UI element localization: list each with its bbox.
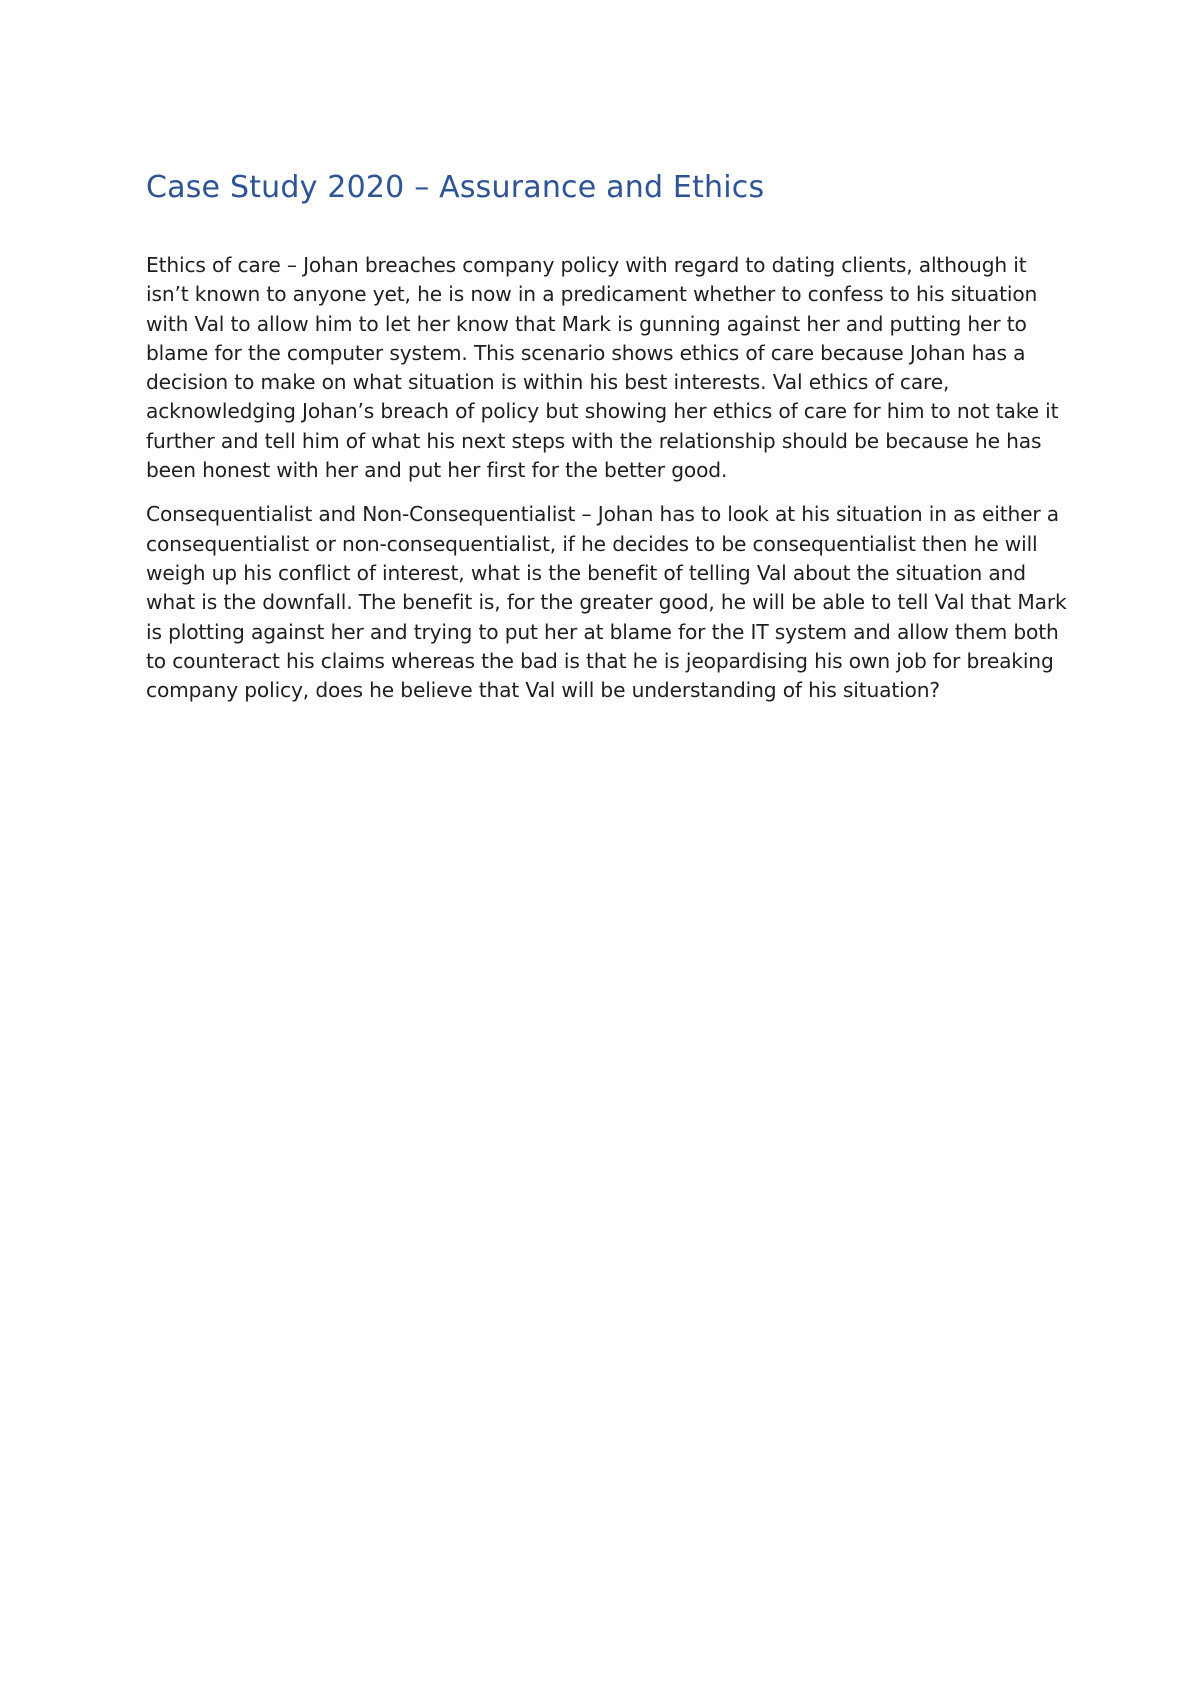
paragraph-ethics-of-care: Ethics of care – Johan breaches company policy with regard to dating clients, although it isn’t known to anyone yet, he is now in a predicament whether to confess to his situation with Val to allow him to let her know that Mark is gunning against her and putting her to blame for the computer system. This scenario shows ethics of care because Johan has a decision to make on what situation is within his best interests. Val ethics of care, acknowledging Johan’s breach of policy but showing her ethics of care for him to not take it further and tell him of what his next steps with the relationship should be because he has been honest with her and put her first for the better good. bbox=[146, 253, 1059, 483]
paragraph-consequentialist: Consequentialist and Non-Consequentialist – Johan has to look at his situation in as either a consequentialist or non-consequentialist, if he decides to be consequentialist then he will weigh up his conflict of interest, what is the benefit of telling Val about the situation and what is the downfall. The benefit is, for the greater good, he will be able to tell Val that Mark is plotting against her and trying to put her at blame for the IT system and allow them both to counteract his claims whereas the bad is that he is jeopardising his own job for breaking company policy, does he believe that Val will be understanding of his situation? bbox=[146, 502, 1067, 703]
document-title: Case Study 2020 – Assurance and Ethics bbox=[146, 170, 765, 205]
document-content bbox=[146, 168, 1071, 705]
